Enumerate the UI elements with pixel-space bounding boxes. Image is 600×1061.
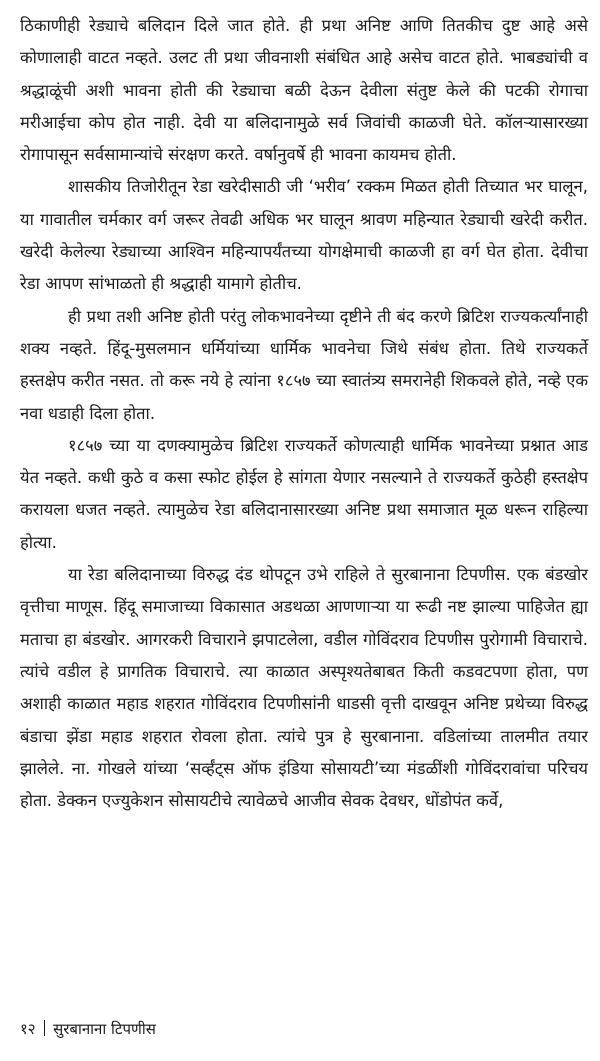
footer-separator [44,1020,46,1036]
paragraph-4: १८५७ च्या या दणक्यामुळेच ब्रिटिश राज्यकर्ते कोणत्याही धार्मिक भावनेच्या प्रश्नात आड येत नव्हते. कधी कुठे व कसा स्फोट होईल हे सांगता येणार नसल्याने ते राज्यकर्ते कुठेही हस्तक्षेप करायला धजत नव्हते. त्यामुळेच रेडा बलिदानासारख्या अनिष्ट प्रथा समाजात मूळ धरून राहिल्या होत्या. [20,435,588,552]
paragraph-1: ठिकाणीही रेड्याचे बलिदान दिले जात होते. ही प्रथा अनिष्ट आणि तितकीच दुष्ट आहे असे कोणालाही वाटत नव्हते. उलट ती प्रथा जीवनाशी संबंधित आहे असेच वाटत होते. भाबड्यांची व श्रद्धाळूंची अशी भावना होती की रेड्याचा बळी देऊन देवीला संतुष्ट केले की पटकी रोगाचा मरीआईचा कोप होत नाही. देवी या बलिदानामुळे सर्व जिवांची काळजी घेते. कॉलऱ्यासारख्या रोगापासून सर्वसामान्यांचे संरक्षण करते. वर्षानुवर्षे ही भावना कायमच होती. [20,16,588,165]
paragraph-2: शासकीय तिजोरीतून रेडा खरेदीसाठी जी ‘भरीव’ रक्कम मिळत होती तिच्यात भर घालून, या गावातील चर्मकार वर्ग जरूर तेवढी अधिक भर घालून श्रावण महिन्यात रेड्याची खरेदी करीत. खरेदी केलेल्या रेड्याच्या आश्विन महिन्यापर्यंतच्या योगक्षेमाची काळजी हा वर्ग घेत होता. देवीचा रेडा आपण सांभाळतो ही श्रद्धाही यामागे होतीच. [20,177,588,294]
running-title: सुरबानाना टिपणीस [53,1020,156,1038]
paragraph-5: या रेडा बलिदानाच्या विरुद्ध दंड थोपटून उभे राहिले ते सुरबानाना टिपणीस. एक बंडखोर वृत्तीचा माणूस. हिंदू समाजाच्या विकासात अडथळा आणणाऱ्या या रूढी नष्ट झाल्या पाहिजेत ह्या मताचा हा बंडखोर. आगरकरी विचाराने झपाटलेला, वडील गोविंदराव टिपणीस पुरोगामी विचाराचे. त्यांचे वडील हे प्रागतिक विचाराचे. त्या काळात अस्पृश्यतेबाबत किती कडवटपणा होता, पण अशाही काळात महाड शहरात गोविंदराव टिपणीसांनी धाडसी वृत्ती दाखवून अनिष्ट प्रथेच्या विरुद्ध बंडाचा झेंडा महाड शहरात रोवला होता. त्यांचे पुत्र हे सुरबानाना. वडिलांच्या तालमीत तयार झालेले. ना. गोखले यांच्या ‘सर्व्हंट्स ऑफ इंडिया सोसायटी’च्या मंडळींशी गोविंदरावांचा परिचय होता. डेक्कन एज्युकेशन सोसायटीचे त्यावेळचे आजीव सेवक देवधर, धोंडोपंत कर्वे, [20,565,588,811]
book-page [20,10,588,817]
paragraph-3: ही प्रथा तशी अनिष्ट होती परंतु लोकभावनेच्या दृष्टीने ती बंद करणे ब्रिटिश राज्यकर्त्यांनाही शक्य नव्हते. हिंदू-मुसलमान धर्मियांच्या धार्मिक भावनेचा जिथे संबंध होता. तिथे राज्यकर्ते हस्तक्षेप करीत नसत. तो करू नये हे त्यांना १८५७ च्या स्वातंत्र्य समरानेही शिकवले होते, नव्हे एक नवा धडाही दिला होता. [20,306,588,423]
page-number: १२ [20,1020,36,1038]
page-footer [20,1016,156,1042]
